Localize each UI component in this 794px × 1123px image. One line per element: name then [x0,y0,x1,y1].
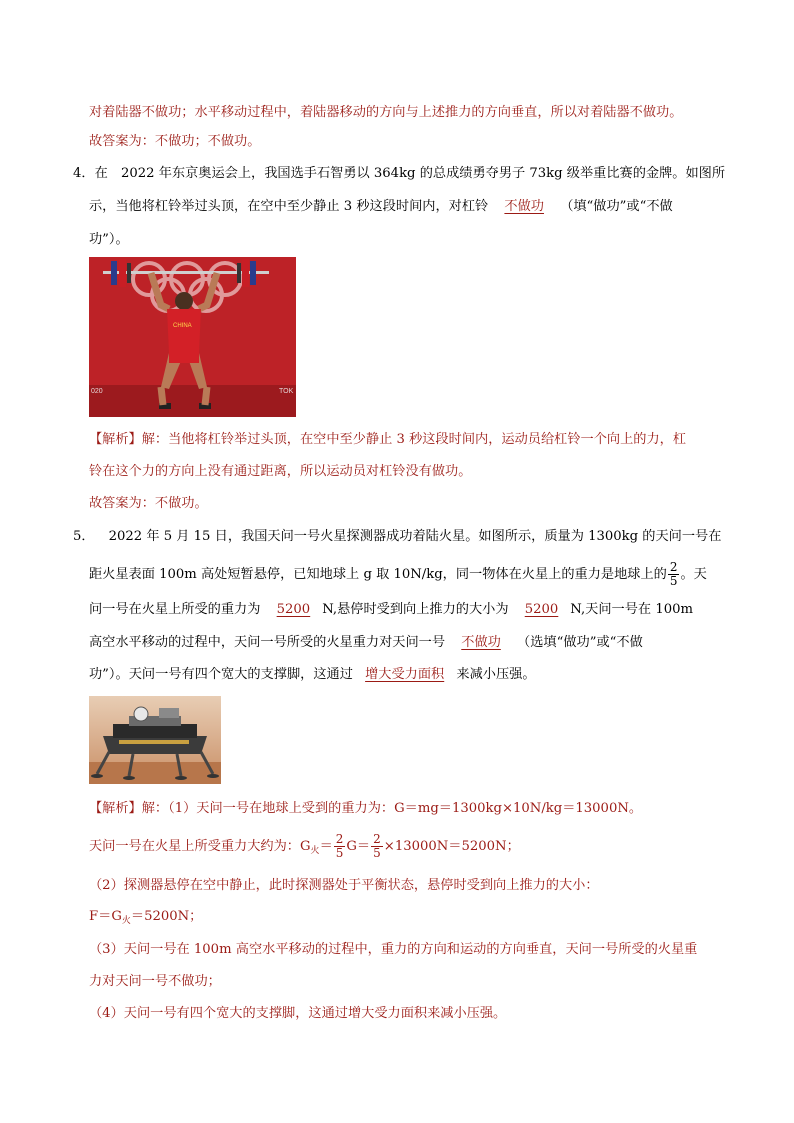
q5-text-1: 2022 年 5 月 15 日，我国天问一号火星探测器成功着陆火星。如图所示，质量为 1300kg 的天问一号在 [108,529,722,544]
q5-solution-7: （4）天问一号有四个宽大的支撑脚，这通过增大受力面积来减小压强。 [89,1006,507,1021]
q5-solution-2b: ＝ [319,839,333,854]
q5-solution-4a: F＝G [89,909,122,924]
fraction-numerator: 2 [373,832,381,846]
q5-line1 [73,527,721,547]
q4-number: 4． [73,166,95,181]
photo-overlay-right: TOK [279,388,294,395]
q4-text-2a: 示，当他将杠铃举过头顶，在空中至少静止 3 秒这段时间内，对杠铃 [89,199,489,214]
q5-solution-1: 解：（1）天问一号在地球上受到的重力为：G＝mg＝1300kg×10N/kg＝13000N。 [141,801,643,816]
fraction-two-fifths-b [371,833,383,860]
q4-text-1: 在 2022 年东京奥运会上，我国选手石智勇以 364kg 的总成绩勇夺男子 73kg 级举重比赛的金牌。如图所 [94,166,726,181]
q5-text-4b: （选填“做功”或“不做 [517,635,643,650]
q4-jiexi-line1 [89,430,686,450]
q5-solution-2a: 天问一号在火星上所受重力大约为：G [89,839,311,854]
q5-solution-2d: ×13000N＝5200N； [383,839,520,854]
lander-illustration [89,696,221,784]
q5-solution-3: （2）探测器悬停在空中静止，此时探测器处于平衡状态，悬停时受到向上推力的大小： [89,878,599,893]
q5-text-2a: 距火星表面 100m 高处短暂悬停，已知地球上 g 取 10N/kg，同一物体在火星上的重力是地球上的 [89,567,667,582]
fraction-numerator: 2 [335,832,344,846]
q5-blank-thrust: 5200 [524,602,559,617]
q4-jiexi-text-1: 解：当他将杠铃举过头顶，在空中至少静止 3 秒这段时间内，运动员给杠铃一个向上的力，杠 [141,432,687,447]
q4-text-2b: （填“做功”或“不做 [560,199,673,214]
fraction-denominator: 5 [373,846,381,860]
q5-text-3b: N,悬停时受到向上推力的大小为 [322,602,509,617]
q5-line2 [89,561,707,588]
q5-line3 [89,600,693,620]
q5-solution-4b: ＝5200N； [130,909,203,924]
q5-text-5a: 功”）。天问一号有四个宽大的支撑脚，这通过 [89,667,353,682]
q5-line5 [89,665,536,685]
fraction-denominator: 5 [335,846,344,860]
q5-blank-area: 增大受力面积 [365,667,445,682]
q4-jiexi-line2: 铃在这个力的方向上没有通过距离，所以运动员对杠铃没有做功。 [89,464,472,479]
q5-jiexi-line1 [89,799,642,819]
q5-solution-2 [89,833,520,861]
fraction-denominator: 5 [669,574,678,588]
q5-jiexi-tag: 【解析】 [89,801,142,816]
q4-line2 [89,197,673,217]
q5-text-2b: 。天 [680,567,707,582]
lander-photo [89,696,221,784]
q4-line3: 功”）。 [89,232,129,247]
q5-number: 5． [73,529,95,544]
q5-text-3c: N,天问一号在 100m [570,602,693,617]
weightlifter-illustration [89,257,296,417]
q5-text-4a: 高空水平移动的过程中，天问一号所受的火星重力对天问一号 [89,635,446,650]
q4-answer: 故答案为：不做功。 [89,496,208,511]
q5-line4 [89,633,643,653]
weightlifter-photo [89,257,296,417]
q4-jiexi-tag: 【解析】 [89,432,142,447]
photo-overlay-left: 020 [91,388,103,395]
q4-answer-blank: 不做功 [504,199,544,214]
fraction-two-fifths [668,561,680,588]
fraction-two-fifths-a [334,833,346,860]
prev-answer: 故答案为：不做功；不做功。 [89,134,261,149]
q5-text-3a: 问一号在火星上所受的重力为 [89,602,261,617]
q5-solution-4 [89,907,202,931]
fraction-numerator: 2 [669,560,678,574]
q5-solution-5: （3）天问一号在 100m 高空水平移动的过程中，重力的方向和运动的方向垂直，天问一号所受的火星重 [89,942,698,957]
prev-solution-line: 对着陆器不做功；水平移动过程中，着陆器移动的方向与上述推力的方向垂直，所以对着陆器不做功。 [89,105,683,120]
q4-line1 [73,164,725,184]
q5-solution-2c: G＝ [346,839,371,854]
subscript-huo: 火 [121,916,131,926]
shirt-text: CHINA [173,323,192,329]
q5-blank-gravity: 5200 [276,602,311,617]
q5-blank-work: 不做功 [461,635,501,650]
q5-text-5b: 来减小压强。 [456,667,536,682]
subscript-huo: 火 [310,846,320,856]
q5-solution-6: 力对天问一号不做功； [89,974,221,989]
